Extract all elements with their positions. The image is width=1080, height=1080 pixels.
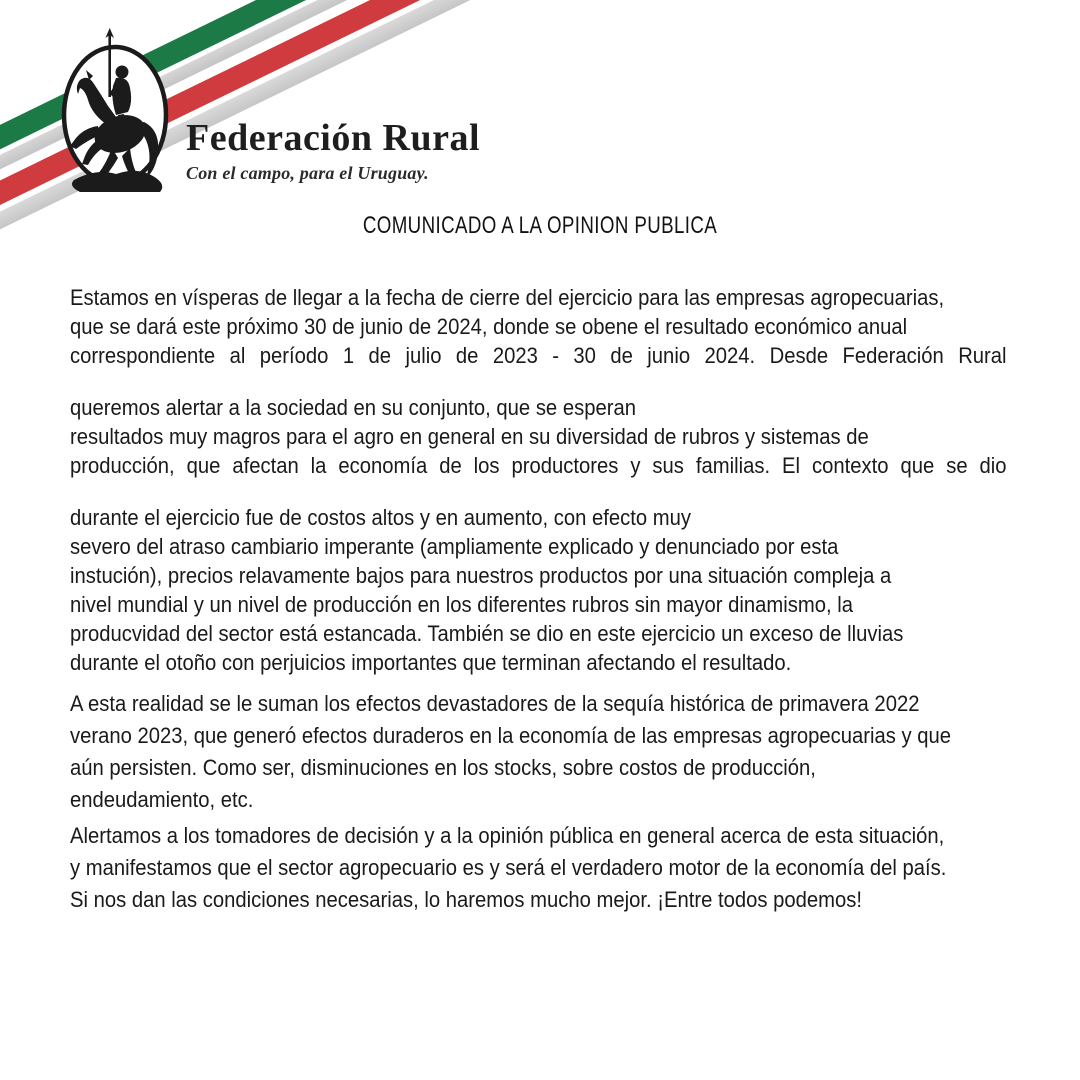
paragraph-line: producción, que afectan la economía de los productores y sus familias. El contexto que se dio — [70, 453, 1007, 478]
paragraph-line: que se dará este próximo 30 de junio de 2024, donde se obene el resultado económico anual — [70, 314, 908, 339]
paragraph — [70, 283, 1007, 370]
paragraph — [70, 820, 1007, 916]
paragraph-line: queremos alertar a la sociedad en su conjunto, que se esperan — [70, 395, 636, 420]
paragraph-line: instución), precios relavamente bajos para nuestros productos por una situación compleja a — [70, 563, 892, 588]
org-name: Federación Rural — [186, 117, 481, 159]
paragraph-line: resultados muy magros para el agro en general en su diversidad de rubros y sistemas de — [70, 424, 869, 449]
paragraph-line: producvidad del sector está estancada. También se dio en este ejercicio un exceso de lluvias — [70, 621, 904, 646]
paragraph — [70, 393, 1007, 480]
paragraph-line: Si nos dan las condiciones necesarias, lo haremos mucho mejor. ¡Entre todos podemos! — [70, 887, 863, 912]
brand-block — [186, 118, 480, 184]
paragraph — [70, 688, 1007, 816]
paragraph-line: Alertamos a los tomadores de decisión y a la opinión pública en general acerca de esta situación, — [70, 823, 945, 848]
communique-body — [70, 283, 1007, 916]
paragraph-line: Estamos en vísperas de llegar a la fecha de cierre del ejercicio para las empresas agropecuarias, — [70, 285, 945, 310]
paragraph — [70, 503, 1007, 677]
paragraph-line: correspondiente al período 1 de julio de 2023 - 30 de junio 2024. Desde Federación Rural — [70, 343, 1007, 368]
paragraph-line: A esta realidad se le suman los efectos devastadores de la sequía histórica de primavera 2022 — [70, 691, 920, 716]
federacion-rural-logo horseman-icon — [40, 22, 190, 207]
paragraph-line: verano 2023, que generó efectos duraderos en la economía de las empresas agropecuarias y que — [70, 723, 952, 748]
paragraph-line: endeudamiento, etc. — [70, 787, 254, 812]
paragraph-line: severo del atraso cambiario imperante (ampliamente explicado y denunciado por esta — [70, 534, 839, 559]
communique-heading: COMUNICADO A LA OPINION PUBLICA — [362, 212, 718, 239]
paragraph-line: aún persisten. Como ser, disminuciones en los stocks, sobre costos de producción, — [70, 755, 816, 780]
paragraph-line: nivel mundial y un nivel de producción en los diferentes rubros sin mayor dinamismo, la — [70, 592, 854, 617]
paragraph-line: durante el otoño con perjuicios importantes que terminan afectando el resultado. — [70, 650, 792, 675]
brand-tagline: Con el campo, para el Uruguay. — [186, 163, 429, 183]
paragraph-line: y manifestamos que el sector agropecuario es y será el verdadero motor de la economía del país. — [70, 855, 947, 880]
paragraph-line: durante el ejercicio fue de costos altos y en aumento, con efecto muy — [70, 505, 692, 530]
